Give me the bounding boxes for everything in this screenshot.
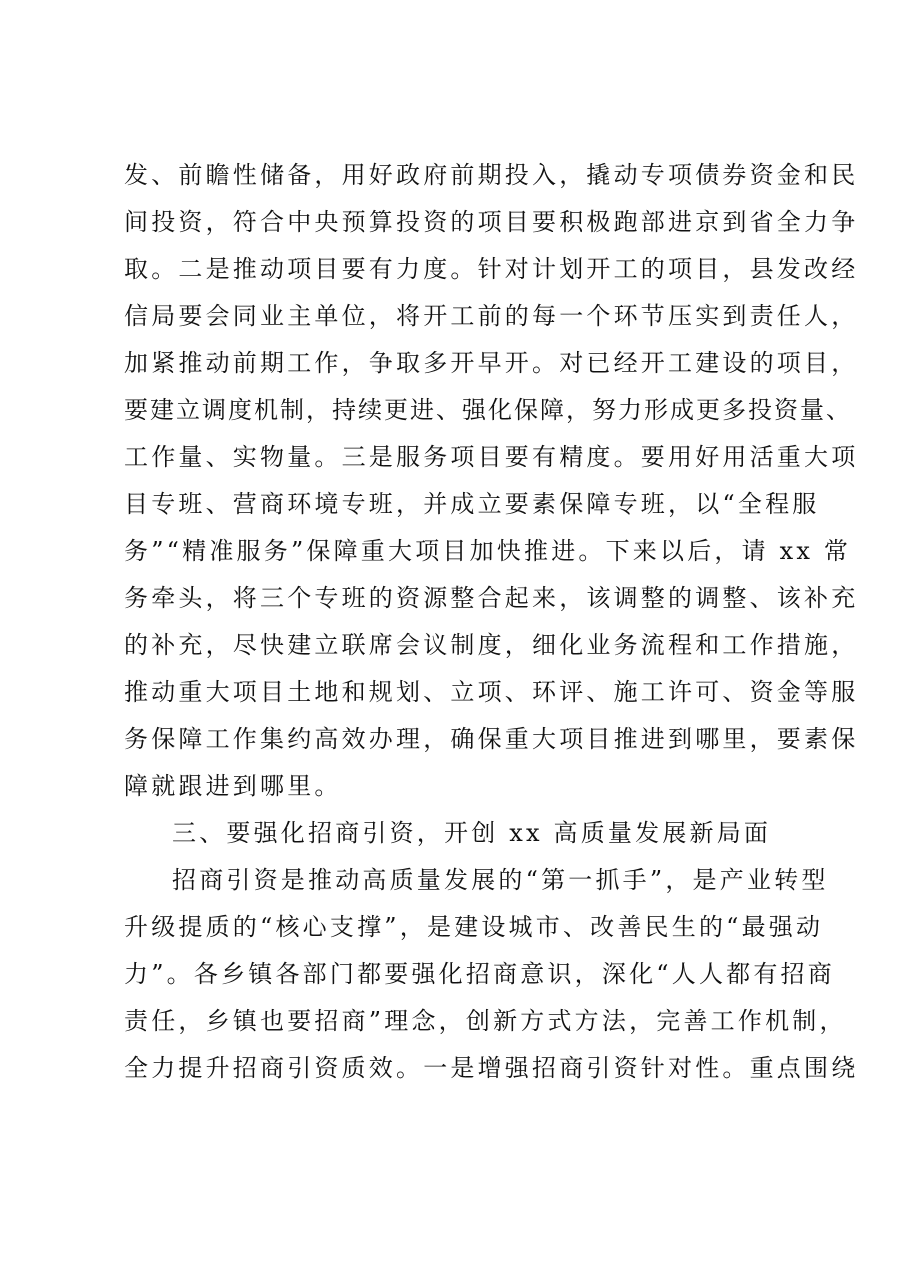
text-line-10: 务牵头，将三个专班的资源整合起来，该调整的调整、该补充 [124,584,859,612]
text-line-14: 障就跟进到哪里。 [124,772,342,800]
text-line-17: 升级提质的“核心支撑”，是建设城市、改善民生的“最强动 [124,913,824,941]
text-line-4: 信局要会同业主单位，将开工前的每一个环节压实到责任人， [124,302,859,330]
text-line-6: 要建立调度机制，持续更进、强化保障，努力形成更多投资量、 [124,396,852,424]
text-line-5: 加紧推动前期工作，争取多开早开。对已经开工建设的项目， [124,349,859,377]
section-heading: 三、要强化招商引资，开创 xx 高质量发展新局面 [172,819,772,847]
document-body [124,160,859,1100]
text-line-20: 全力提升招商引资质效。一是增强招商引资针对性。重点围绕 [124,1054,859,1082]
text-line-8: 目专班、营商环境专班，并成立要素保障专班，以“全程服 [124,490,820,518]
text-line-7: 工作量、实物量。三是服务项目要有精度。要用好用活重大项 [124,443,859,471]
text-line-9: 务”“精准服务”保障重大项目加快推进。下来以后，请 xx 常 [124,537,852,565]
text-line-16: 招商引资是推动高质量发展的“第一抓手”，是产业转型 [172,866,829,894]
text-line-18: 力”。各乡镇各部门都要强化招商意识，深化“人人都有招商 [124,960,835,988]
text-line-13: 务保障工作集约高效办理，确保重大项目推进到哪里，要素保 [124,725,859,753]
text-line-12: 推动重大项目土地和规划、立项、环评、施工许可、资金等服 [124,678,859,706]
text-line-19: 责任，乡镇也要招商”理念，创新方式方法，完善工作机制， [124,1007,847,1035]
text-line-11: 的补充，尽快建立联席会议制度，细化业务流程和工作措施， [124,631,859,659]
text-line-1: 发、前瞻性储备，用好政府前期投入，撬动专项债券资金和民 [124,161,859,189]
text-line-3: 取。二是推动项目要有力度。针对计划开工的项目，县发改经 [124,255,859,283]
text-line-2: 间投资，符合中央预算投资的项目要积极跑部进京到省全力争 [124,208,859,236]
